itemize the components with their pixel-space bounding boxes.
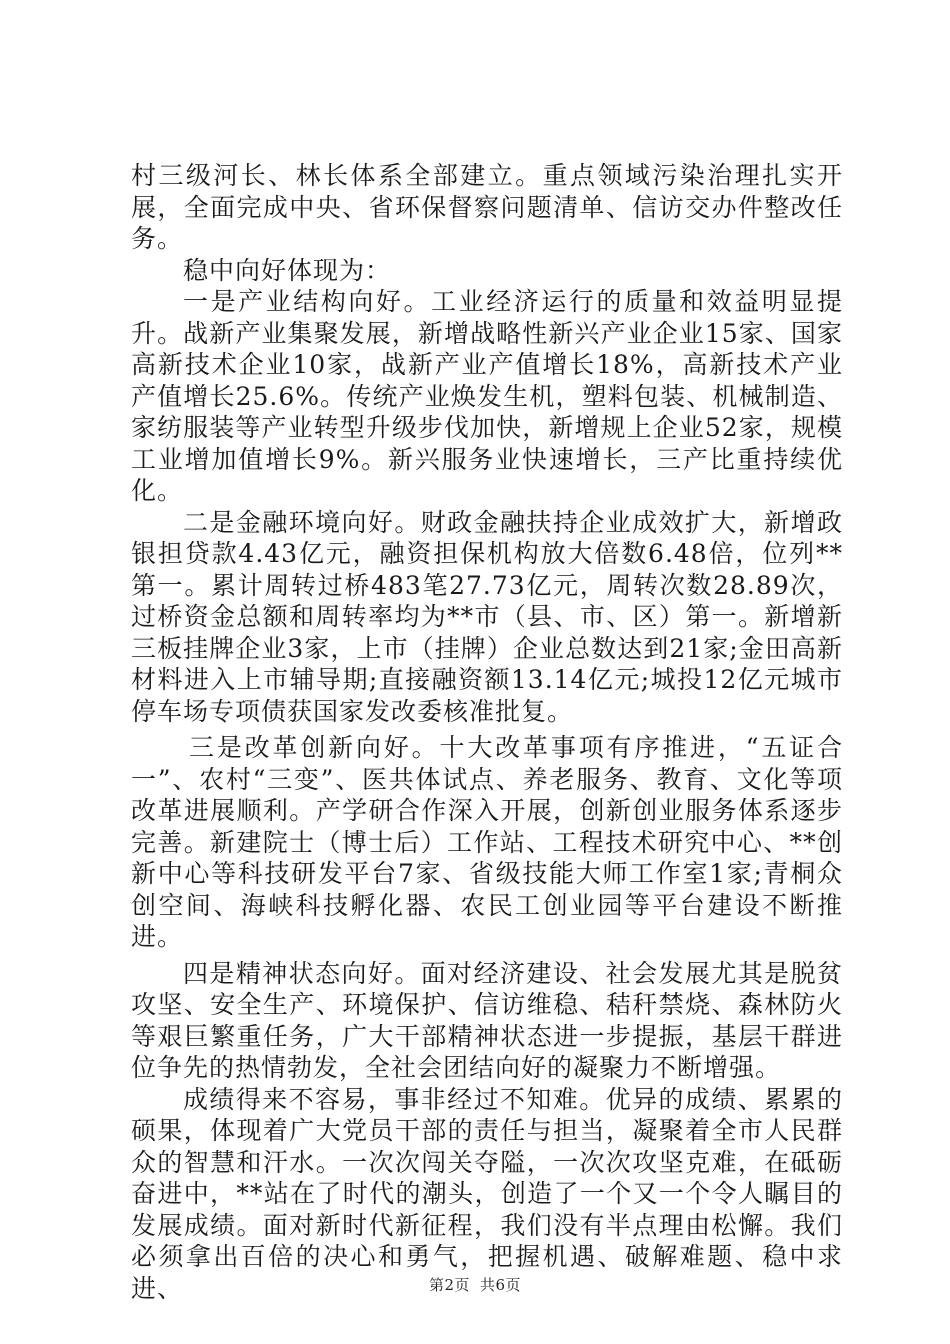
paragraph-environment-continuation: 村三级河长、林长体系全部建立。重点领域污染治理扎实开展，全面完成中央、省环保督察问题清单、信访交办件整改任务。 <box>131 161 843 253</box>
paragraph-reform-innovation: 三是改革创新向好。十大改革事项有序推进，“五证合一”、农村“三变”、医共体试点、养老服务、教育、文化等项改革进展顺利。产学研合作深入开展，创新创业服务体系逐步完善。新建院士（博士后）工作站、工程技术研究中心、**创新中心等科技研发平台7家、省级技能大师工作室1家;青桐众创空间、海峡科技孵化器、农民工创业园等平台建设不断推进。 <box>131 733 843 951</box>
page-number: 第2页 <box>428 1276 470 1294</box>
document-body <box>131 160 843 1304</box>
page-footer <box>0 1274 950 1295</box>
paragraph-industry-structure: 一是产业结构向好。工业经济运行的质量和效益明显提升。战新产业集聚发展，新增战略性新兴产业企业15家、国家高新技术企业10家，战新产业产值增长18%，高新技术产业产值增长25.6%。传统产业焕发生机，塑料包装、机械制造、家纺服装等产业转型升级步伐加快，新增规上企业52家，规模工业增加值增长9%。新兴服务业快速增长，三产比重持续优化。 <box>131 287 843 505</box>
paragraph-financial-environment: 二是金融环境向好。财政金融扶持企业成效扩大，新增政银担贷款4.43亿元，融资担保机构放大倍数6.48倍，位列**第一。累计周转过桥483笔27.73亿元，周转次数28.89次，过桥资金总额和周转率均为**市（县、市、区）第一。新增新三板挂牌企业3家，上市（挂牌）企业总数达到21家;金田高新材料进入上市辅导期;直接融资额13.14亿元;城投12亿元城市停车场专项债获国家发改委核准批复。 <box>131 507 843 726</box>
paragraph-achievements: 成绩得来不容易，事非经过不知难。优异的成绩、累累的硕果，体现着广大党员干部的责任与担当，凝聚着全市人民群众的智慧和汗水。一次次闯关夺隘，一次次攻坚克难，在砥砺奋进中，**站在了时代的潮头，创造了一个又一个令人瞩目的发展成绩。面对新时代新征程，我们没有半点理由松懈。我们必须拿出百倍的决心和勇气，把握机遇、破解难题、稳中求进、 <box>131 1084 843 1303</box>
paragraph-spirit-state: 四是精神状态向好。面对经济建设、社会发展尤其是脱贫攻坚、安全生产、环境保护、信访维稳、秸秆禁烧、森林防火等艰巨繁重任务，广大干部精神状态进一步提振，基层干群进位争先的热情勃发，全社会团结向好的凝聚力不断增强。 <box>131 958 843 1082</box>
page-total: 共6页 <box>480 1276 522 1294</box>
paragraph-stable-improvement-heading: 稳中向好体现为： <box>183 255 392 285</box>
